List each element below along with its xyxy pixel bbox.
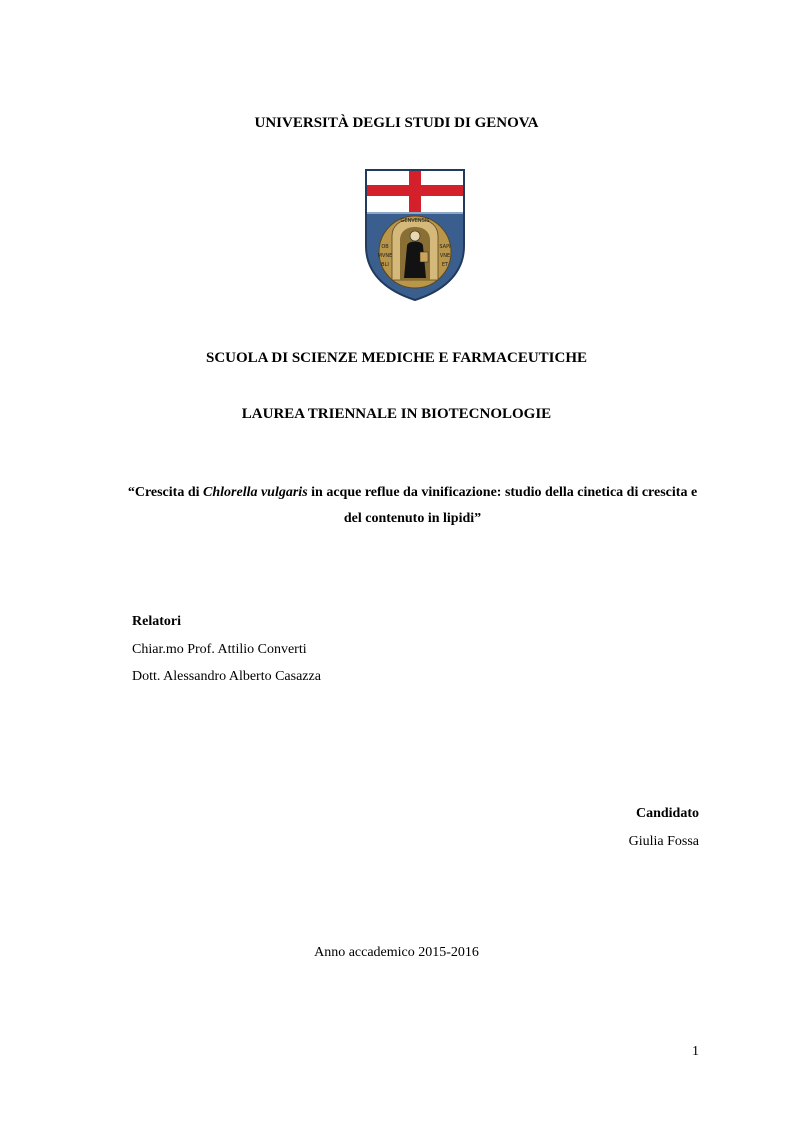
crest-motto-top: GENVENSIS xyxy=(400,218,430,224)
supervisors-heading: Relatori xyxy=(132,614,181,629)
thesis-species: Chlorella vulgaris xyxy=(203,485,308,500)
university-name: UNIVERSITÀ DEGLI STUDI DI GENOVA xyxy=(254,115,539,131)
crest-motto-left-2: MVNE xyxy=(377,253,393,259)
crest-motto-right-2: VNE xyxy=(439,253,451,259)
thesis-open-quote: “ xyxy=(127,485,135,500)
crest-motto-left-3: BLI xyxy=(381,262,389,268)
candidate-heading: Candidato xyxy=(635,806,699,821)
academic-year: Anno accademico 2015-2016 xyxy=(314,945,479,960)
crest-motto-left-1: OB xyxy=(381,244,389,250)
degree-name: LAUREA TRIENNALE IN BIOTECNOLOGIE xyxy=(241,406,552,422)
candidate-name: Giulia Fossa xyxy=(628,834,699,849)
crest-motto-right-3: ET xyxy=(441,262,449,268)
page-number: 1 xyxy=(692,1044,699,1059)
supervisor-name-1: Chiar.mo Prof. Attilio Converti xyxy=(132,642,307,657)
thesis-title xyxy=(120,480,705,532)
thesis-title-suffix: in acque reflue da vinificazione: studio della cinetica di crescita e del contenuto in lipidi xyxy=(307,485,698,526)
supervisor-name-2: Dott. Alessandro Alberto Casazza xyxy=(132,669,321,684)
thesis-title-prefix: Crescita di xyxy=(134,485,204,500)
school-name: SCUOLA DI SCIENZE MEDICHE E FARMACEUTICHE xyxy=(205,350,588,366)
thesis-close-quote: ” xyxy=(474,511,482,526)
crest-motto-right-1: SAPI xyxy=(439,244,451,250)
university-crest-icon xyxy=(364,168,466,302)
